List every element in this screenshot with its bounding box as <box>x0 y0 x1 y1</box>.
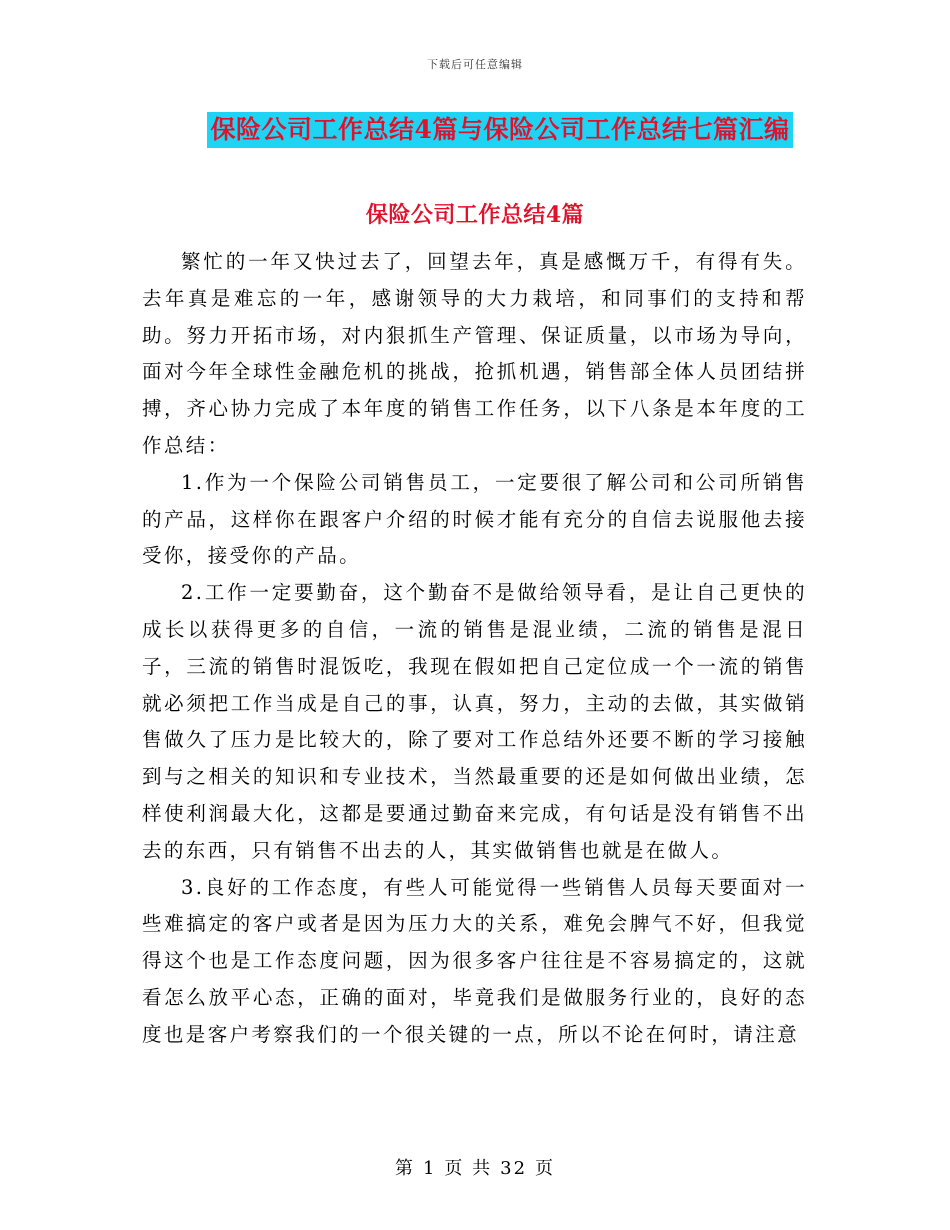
paragraph-point-2: 2.工作一定要勤奋，这个勤奋不是做给领导看，是让自己更快的成长以获得更多的自信，一流的销售是混业绩，二流的销售是混日子，三流的销售时混饭吃，我现在假如把自己定位成一个一流的销售就必须把工作当成是自己的事，认真，努力，主动的去做，其实做销售做久了压力是比较大的，除了要对工作总结外还要不断的学习接触到与之相关的知识和专业技术，当然最重要的还是如何做出业绩，怎样使利润最大化，这都是要通过勤奋来完成，有句话是没有销售不出去的东西，只有销售不出去的人，其实做销售也就是在做人。 <box>142 581 807 862</box>
page-footer <box>0 1154 950 1180</box>
main-title: 保险公司工作总结4篇与保险公司工作总结七篇汇编 <box>207 112 794 148</box>
footer-suffix: 页 <box>535 1158 556 1179</box>
footer-total-pages: 32 <box>500 1158 528 1179</box>
paragraph-point-1: 1.作为一个保险公司销售员工，一定要很了解公司和公司所销售的产品，这样你在跟客户介绍的时候才能有充分的自信去说服他去接受你，接受你的产品。 <box>142 470 807 568</box>
footer-page-number: 1 <box>422 1158 437 1179</box>
paragraph-point-3: 3.良好的工作态度，有些人可能觉得一些销售人员每天要面对一些难搞定的客户或者是因为压力大的关系，难免会脾气不好，但我觉得这个也是工作态度问题，因为很多客户往往是不容易搞定的，这就看怎么放平心态，正确的面对，毕竟我们是做服务行业的，良好的态度也是客户考察我们的一个很关键的一点，所以不论在何时，请注意 <box>142 875 807 1046</box>
footer-prefix: 第 <box>394 1158 415 1179</box>
document-body <box>142 244 807 1054</box>
paragraph-intro: 繁忙的一年又快过去了，回望去年，真是感慨万千，有得有失。去年真是难忘的一年，感谢领导的大力栽培，和同事们的支持和帮助。努力开拓市场，对内狠抓生产管理、保证质量，以市场为导向，面对今年全球性金融危机的挑战，抢抓机遇，销售部全体人员团结拼搏，齐心协力完成了本年度的销售工作任务，以下八条是本年度的工作总结： <box>142 250 807 457</box>
section-title: 保险公司工作总结4篇 <box>365 202 585 228</box>
main-title-container <box>0 112 950 148</box>
footer-middle: 页 共 <box>444 1158 493 1179</box>
header-note: 下载后可任意编辑 <box>427 58 523 71</box>
